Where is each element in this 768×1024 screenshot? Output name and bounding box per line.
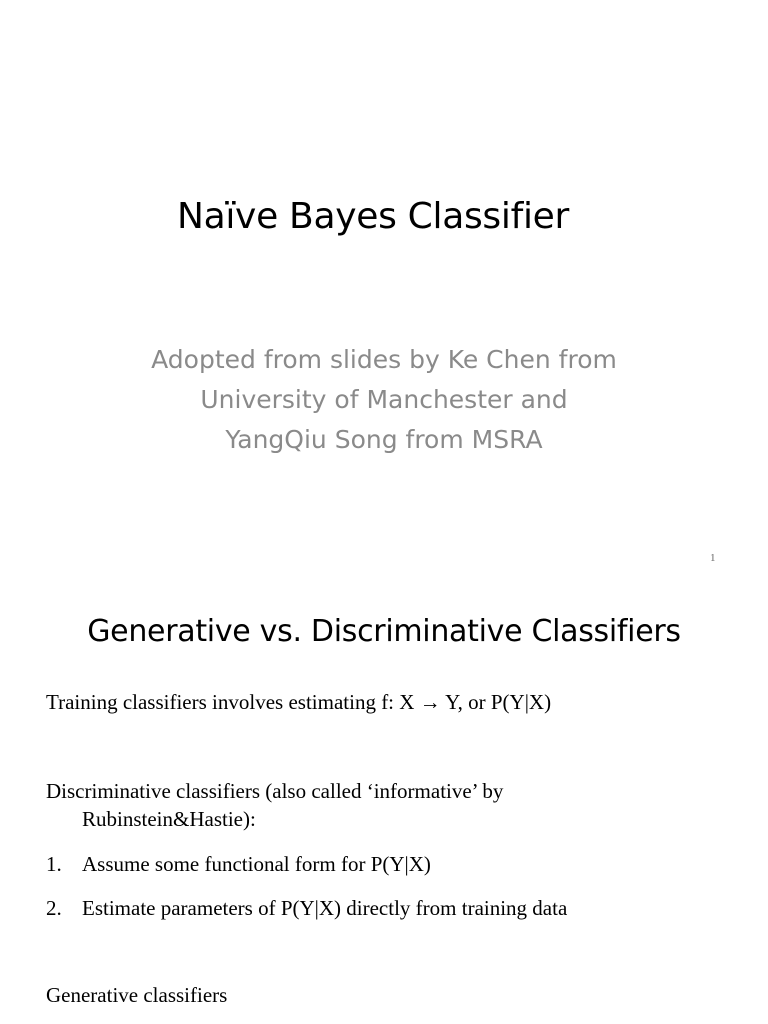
slide-2: [0, 580, 768, 1024]
subtitle-line: University of Manchester and: [200, 385, 568, 414]
slide-1-subtitle: [0, 340, 768, 460]
list-number: 2.: [46, 896, 62, 920]
intro-text: Training classifiers involves estimating f: X → Y, or P(Y|X): [46, 690, 552, 714]
discriminative-definition: [46, 777, 503, 833]
list-text: Estimate parameters of P(Y|X) directly from training data: [82, 896, 568, 920]
slide-2-title: Generative vs. Discriminative Classifiers: [87, 614, 681, 649]
discriminative-line-2: Rubinstein&Hastie):: [82, 807, 256, 831]
list-item: [46, 850, 431, 878]
discriminative-line-1: Discriminative classifiers (also called ‘informative’ by: [46, 779, 504, 803]
list-number: 1.: [46, 852, 62, 876]
subtitle-line: Adopted from slides by Ke Chen from: [151, 345, 617, 374]
generative-heading: Generative classifiers: [46, 983, 228, 1007]
slide-1-title: Naïve Bayes Classifier: [176, 196, 570, 237]
list-text: Assume some functional form for P(Y|X): [82, 852, 431, 876]
page-number: 1: [710, 552, 716, 564]
subtitle-line: YangQiu Song from MSRA: [225, 425, 543, 454]
list-item: [46, 894, 567, 922]
